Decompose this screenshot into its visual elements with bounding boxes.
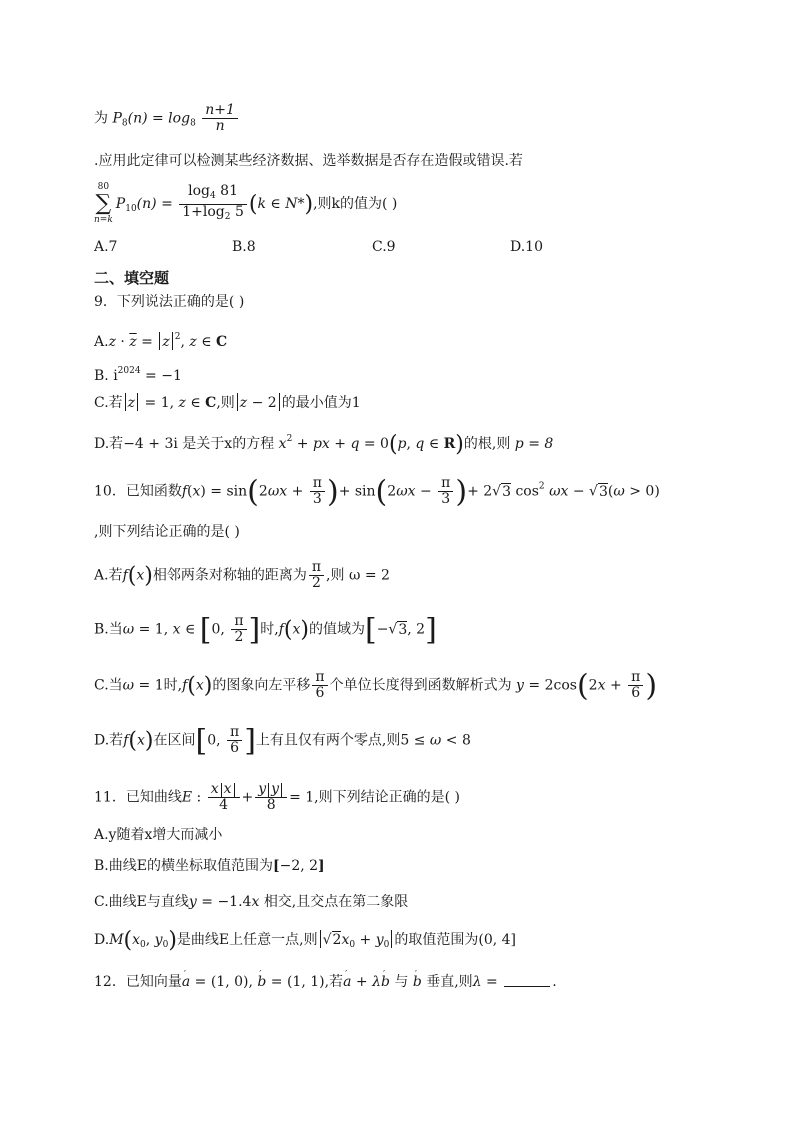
q11-option-a: A.y随着x增大而减小 [94, 827, 223, 843]
q12-stem: 12．已知向量′ a = (1, 0), ′ b = (1, 1),若′ a + λ′ b 与 ′ b 垂直,则λ = . [94, 972, 557, 992]
paragraph-text: .应用此定律可以检测某些经济数据、选举数据是否存在造假或错误.若 [94, 153, 523, 169]
q9-stem: 9．下列说法正确的是( ) [94, 294, 245, 310]
q8-option-b: B.8 [232, 239, 256, 255]
q10-option-c: C.当ω = 1时,f(x)的图象向左平移 $\frac{\pi}{6}$ 个单位长度得到函数解析式为 y = 2cos(2x + $\frac{\pi}{6}$ ) [94, 668, 658, 704]
q10-stem-cont: ,则下列结论正确的是( ) [94, 524, 240, 540]
q10-option-d: D.若f(x)在区间[0, $\frac{\pi}{6}$ ]上有且仅有两个零点,则5 ≤ ω < 8 [94, 723, 471, 759]
fraction: $\frac{n+1}{n}$ [202, 103, 238, 134]
sigma-symbol: 80 ∑ n=k [94, 182, 113, 225]
q8-option-a: A.7 [94, 239, 118, 255]
q9-option-d: D.若−4 + 3i 是关于x的方程 $x^2$ + px + q = 0(p, q ∈ R)的根,则 p = 8 [94, 432, 554, 457]
q8-option-d: D.10 [510, 239, 543, 255]
formula-sum: 80 ∑ n=k $P_{10}(n)$ = $\frac{\log_4 81}{1+\log_2 5}$ (k ∈ N*),则k的值为( ) [94, 182, 398, 225]
q9-option-a: $A.z \cdot \overline{z} = z$ $^2$, z ∈ C [94, 332, 228, 350]
q11-option-c: C.曲线E与直线y = −1.4x 相交,且交点在第二象限 [94, 894, 409, 910]
section-heading: 二、填空题 [94, 269, 170, 287]
q8-option-c: C.9 [372, 239, 396, 255]
q11-option-d: $D.M(x_0$, $y_0$)是曲线E上任意一点,则 $√2x_0 + y_0$ 的取值范围为(0, 4] [94, 928, 517, 953]
q10-option-a: A.若f(x)相邻两条对称轴的距离为 $\frac{\pi}{2}$ ,则 ω = 2 [94, 559, 390, 591]
q10-option-b: B.当ω = 1, x ∈ [0, $\frac{\pi}{2}$ ]时,f(x)的值域为[−√3, 2] [94, 612, 437, 648]
formula-p8: 为 $P_8(n) = \log_8$ $\frac{n+1}{n}$ [94, 103, 240, 134]
answer-blank[interactable] [504, 972, 550, 987]
q11-option-b: B.曲线E的横坐标取值范围为[−2, 2] [94, 858, 325, 874]
q10-stem: 10．已知函数f(x) = sin(2ωx + $\frac{\pi}{3}$ )+ sin(2ωx − $\frac{\pi}{3}$ )+ 2√3 $\cos^2 \omega x - √3(\omega > 0)$ [94, 474, 660, 510]
q9-option-c: C.若 z = 1, z ∈ C,则 z − 2 的最小值为1 [94, 395, 361, 411]
q9-option-b: B. $i^{2024} = -1$ [94, 366, 182, 384]
q11-stem: 11．已知曲线E : $\frac{\text{x x}}{4}$ + $\frac{\text{y y}}{8}$ = 1,则下列结论正确的是( ) [94, 781, 460, 813]
fraction: $\frac{\log_4 81}{1+\log_2 5}$ [179, 184, 247, 225]
